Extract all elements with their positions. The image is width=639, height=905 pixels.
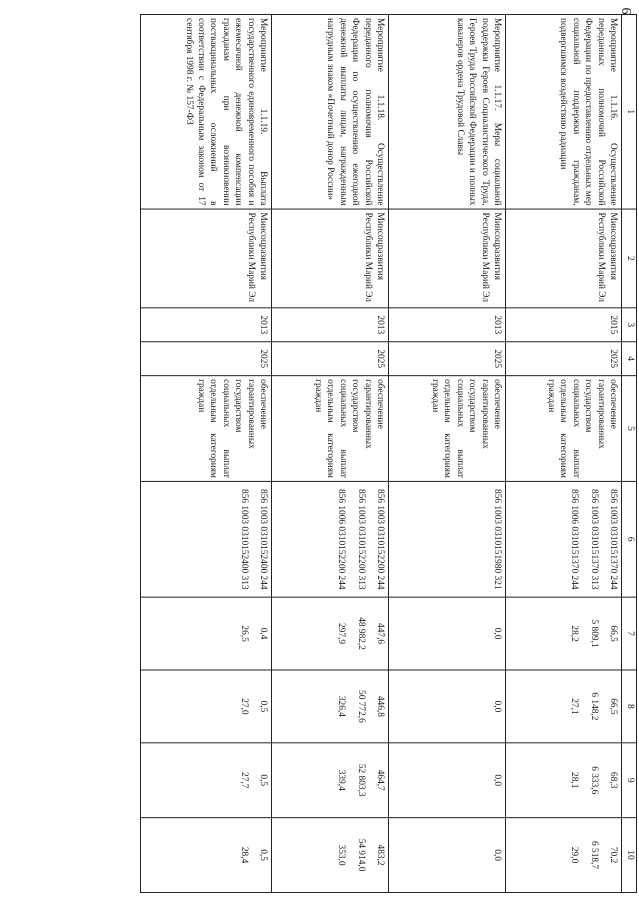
budget-code: 856 1003 0310151370 313 bbox=[588, 489, 599, 590]
value: 68,3 bbox=[608, 772, 618, 789]
value: 0,0 bbox=[492, 627, 502, 640]
column-header: 2 bbox=[622, 209, 637, 308]
value-cell-col8 bbox=[141, 670, 272, 743]
table-row bbox=[389, 14, 506, 892]
value: 28,1 bbox=[569, 772, 580, 789]
value: 5 809,1 bbox=[588, 619, 599, 648]
column-header: 3 bbox=[622, 308, 637, 342]
value-cell-col10 bbox=[506, 818, 622, 893]
column-header: 6 bbox=[622, 481, 637, 597]
value: 297,9 bbox=[336, 623, 347, 645]
value-cell-col9 bbox=[506, 743, 622, 818]
start-year-cell: 2015 bbox=[506, 308, 622, 342]
value: 52 803,3 bbox=[355, 763, 366, 797]
value-cell-col7 bbox=[506, 597, 622, 670]
column-header: 7 bbox=[622, 597, 637, 670]
value: 6 518,7 bbox=[588, 841, 599, 870]
table-row bbox=[141, 14, 272, 892]
value: 483,2 bbox=[375, 844, 385, 866]
value-cell-col8 bbox=[272, 670, 389, 743]
direction-cell: обеспечение гарантированных государством социальных выплат отдельным категориям граждан bbox=[272, 376, 389, 482]
value-cell-col10 bbox=[389, 818, 506, 893]
measure-cell: Мероприятие 1.1.17. Меры социальной поддержки Героев Социалистического Труда, Героев Труда Российской Федерации и полных кавалеров ордена Трудовой Славы bbox=[389, 14, 506, 209]
measure-cell: Мероприятие 1.1.18. Осуществление переданного полномочия Российской Федерации по осуществлению ежегодной денежной выплаты лицам, награжденным нагрудным знаком «Почетный донор России» bbox=[272, 14, 389, 209]
header-row bbox=[622, 14, 637, 892]
value: 0,4 bbox=[258, 627, 268, 640]
value: 26,5 bbox=[238, 625, 249, 642]
value-cell-col9 bbox=[141, 743, 272, 818]
value: 54 914,0 bbox=[355, 838, 366, 872]
value: 0,0 bbox=[492, 700, 502, 713]
value-cell-col9 bbox=[272, 743, 389, 818]
budget-code-cell bbox=[272, 481, 389, 597]
value: 66,5 bbox=[608, 625, 618, 642]
value: 27,0 bbox=[238, 698, 249, 715]
value: 0,5 bbox=[258, 849, 268, 861]
value: 339,4 bbox=[336, 769, 347, 791]
end-year-cell: 2025 bbox=[506, 342, 622, 376]
table-row bbox=[272, 14, 389, 892]
value: 66,5 bbox=[608, 698, 618, 715]
direction-cell: обеспечение гарантированных государством социальных выплат отдельным категориям граждан bbox=[506, 376, 622, 482]
value: 447,6 bbox=[375, 623, 385, 645]
rotated-page-content bbox=[17, 14, 637, 892]
start-year-cell: 2013 bbox=[389, 308, 506, 342]
value: 48 982,2 bbox=[355, 617, 366, 650]
end-year-cell: 2025 bbox=[272, 342, 389, 376]
value-cell-col8 bbox=[506, 670, 622, 743]
budget-code: 856 1003 0310151980 321 bbox=[492, 489, 502, 590]
budget-code: 856 1003 0310152200 244 bbox=[375, 489, 385, 590]
budget-code: 856 1003 0310152400 244 bbox=[258, 489, 268, 590]
value: 27,1 bbox=[569, 698, 580, 715]
measure-cell: Мероприятие 1.1.19. Выплата государственного единовременного пособия и ежемесячной денежной компенсации гражданам при возникновении поствакцинальных осложнений в соответствии с Федеральным законом от 17 сентября 1998 г. № 157-ФЗ bbox=[141, 14, 272, 209]
value-cell-col7 bbox=[141, 597, 272, 670]
column-header: 1 bbox=[622, 14, 637, 209]
value: 28,4 bbox=[238, 846, 249, 864]
value: 70,2 bbox=[608, 846, 618, 864]
value: 6 333,6 bbox=[588, 766, 599, 795]
start-year-cell: 2013 bbox=[141, 308, 272, 342]
value: 353,0 bbox=[336, 844, 347, 866]
budget-code-cell bbox=[389, 481, 506, 597]
budget-code: 856 1003 0310152400 313 bbox=[238, 489, 249, 590]
executor-cell: Минсоцразвития Республики Марий Эл bbox=[506, 209, 622, 308]
start-year-cell: 2013 bbox=[272, 308, 389, 342]
value: 0,0 bbox=[492, 849, 502, 861]
direction-cell: обеспечение гарантированных государством социальных выплат отдельным категориям граждан bbox=[141, 376, 272, 482]
budget-code: 856 1006 0310152200 244 bbox=[336, 489, 347, 590]
budget-code: 856 1006 0310151370 244 bbox=[569, 489, 580, 590]
program-measures-table bbox=[140, 14, 637, 893]
executor-cell: Минсоцразвития Республики Марий Эл bbox=[272, 209, 389, 308]
column-header: 10 bbox=[622, 818, 637, 893]
value-cell-col7 bbox=[272, 597, 389, 670]
budget-code-cell bbox=[506, 481, 622, 597]
value: 326,4 bbox=[336, 695, 347, 717]
budget-code-cell bbox=[141, 481, 272, 597]
value: 0,0 bbox=[492, 774, 502, 787]
value: 0,5 bbox=[258, 774, 268, 787]
value: 28,2 bbox=[569, 625, 580, 642]
value: 29,0 bbox=[569, 846, 580, 864]
table-row bbox=[506, 14, 622, 892]
page-number: 6 bbox=[618, 7, 633, 15]
value-cell-col9 bbox=[389, 743, 506, 818]
column-header: 5 bbox=[622, 376, 637, 482]
end-year-cell: 2025 bbox=[389, 342, 506, 376]
column-header: 8 bbox=[622, 670, 637, 743]
value-cell-col10 bbox=[141, 818, 272, 893]
value: 446,8 bbox=[375, 695, 385, 717]
column-header: 4 bbox=[622, 342, 637, 376]
executor-cell: Минсоцразвития Республики Марий Эл bbox=[389, 209, 506, 308]
value: 464,7 bbox=[375, 769, 385, 791]
measure-cell: Мероприятие 1.1.16. Осуществление переданных полномочий Российской Федерации по предоставлению отдельных мер социальной поддержки гражданам, подвергшимся воздействию радиации bbox=[506, 14, 622, 209]
end-year-cell: 2025 bbox=[141, 342, 272, 376]
budget-code: 856 1003 0310151370 244 bbox=[608, 489, 618, 590]
value: 27,7 bbox=[238, 772, 249, 789]
value: 0,5 bbox=[258, 700, 268, 713]
budget-code: 856 1003 0310152200 313 bbox=[355, 489, 366, 590]
value-cell-col10 bbox=[272, 818, 389, 893]
value-cell-col7 bbox=[389, 597, 506, 670]
value: 6 148,2 bbox=[588, 692, 599, 721]
column-header: 9 bbox=[622, 743, 637, 818]
direction-cell: обеспечение гарантированных государством социальных выплат отдельным категориям граждан bbox=[389, 376, 506, 482]
value-cell-col8 bbox=[389, 670, 506, 743]
executor-cell: Минсоцразвития Республики Марий Эл bbox=[141, 209, 272, 308]
value: 50 772,6 bbox=[355, 690, 366, 723]
